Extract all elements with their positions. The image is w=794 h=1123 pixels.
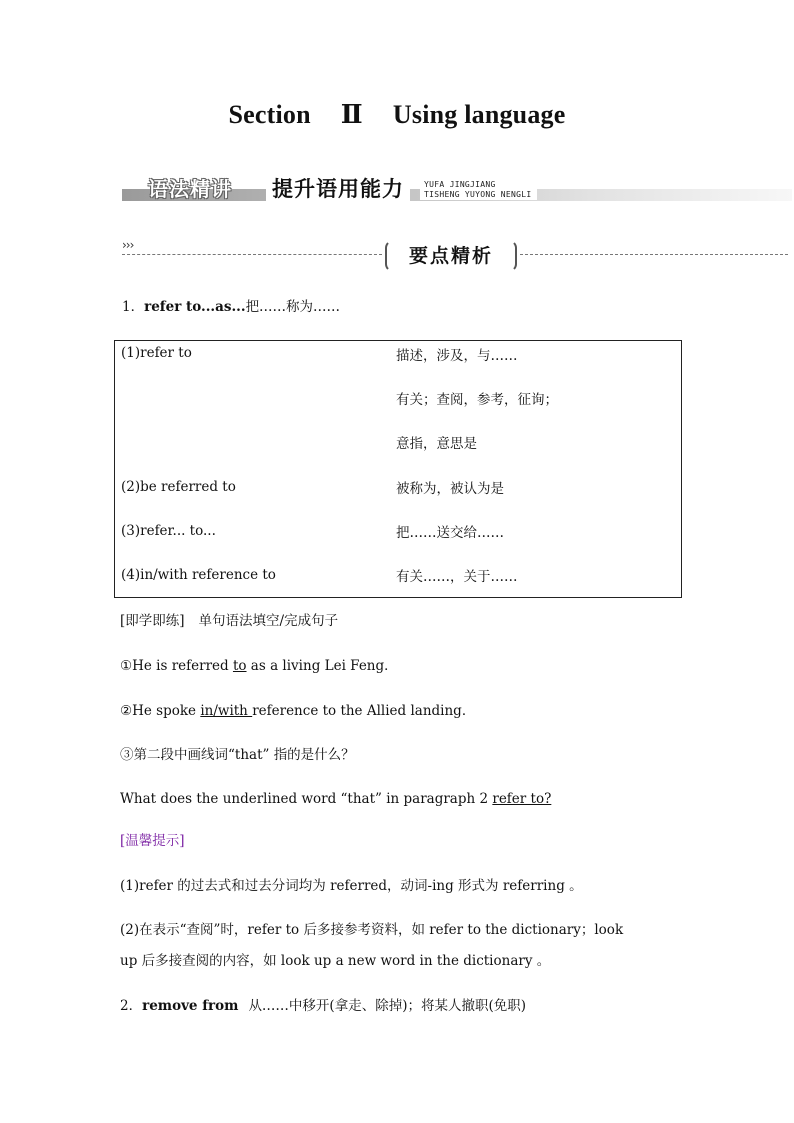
practice-sentence-2 <box>120 702 475 720</box>
item1-meaning: 把……称为…… <box>245 299 341 315</box>
item2-number: 2． <box>120 998 143 1014</box>
practice-sentence-3: ③第二段中画线词“that” 指的是什么？ <box>120 747 355 763</box>
section-label: 要点精析 <box>385 240 517 272</box>
sentence-text: reference to the Allied landing． <box>252 703 476 719</box>
banner-tag: 语法精讲 <box>148 177 232 201</box>
table-cell-left: (4)in/with reference to <box>121 567 276 583</box>
item1-phrase: refer to...as... <box>144 299 246 315</box>
table-cell-right: 有关……，关于…… <box>396 569 518 585</box>
sentence-text: as a living Lei Feng． <box>246 658 398 674</box>
page-title <box>0 100 794 130</box>
table-cell-right: 把……送交给…… <box>396 525 504 541</box>
title-section: Section <box>228 100 311 129</box>
answer-blank: to <box>232 658 247 674</box>
item2-heading <box>120 997 526 1015</box>
divider-line-left <box>122 254 382 255</box>
table-cell-right: 有关；查阅，参考，征询； <box>396 392 558 408</box>
divider-line-right <box>520 254 788 255</box>
table-cell-left: (1)refer to <box>121 345 192 361</box>
banner-title: 提升语用能力 <box>266 175 410 203</box>
table-cell-right: 被称为，被认为是 <box>396 481 504 497</box>
item2-meaning: 从……中移开(拿走、除掉)；将某人撤职(免职) <box>248 998 527 1014</box>
table-cell-right: 意指，意思是 <box>396 436 477 452</box>
sentence-text: What does the underlined word “that” in paragraph 2 <box>120 791 493 807</box>
sentence-text: ①He is referred <box>120 658 233 674</box>
banner-pinyin <box>420 180 537 200</box>
title-topic: Using language <box>392 100 566 129</box>
title-numeral: Ⅱ <box>340 100 363 129</box>
table-cell-right: 描述，涉及，与…… <box>396 348 518 364</box>
practice-heading <box>120 612 338 630</box>
tip-1: (1)refer 的过去式和过去分词均为 referred，动词-ing 形式为 referring 。 <box>120 878 583 894</box>
answer-blank: in/with <box>200 703 253 719</box>
chevron-icon: ››› <box>122 238 134 252</box>
practice-sentence-4 <box>120 790 551 808</box>
banner-pinyin-line1: YUFA JINGJIANG <box>424 180 496 189</box>
tip-2-line1: (2)在表示“查阅”时，refer to 后多接参考资料，如 refer to the dictionary；look <box>120 922 624 938</box>
table-cell-left: (2)be referred to <box>121 479 236 495</box>
meaning-table <box>114 340 682 598</box>
answer-blank: refer to? <box>492 791 552 807</box>
practice-sentence-1 <box>120 657 398 675</box>
item1-number: 1． <box>122 299 145 315</box>
sentence-text: ②He spoke <box>120 703 201 719</box>
banner-pinyin-line2: TISHENG YUYONG NENGLI <box>424 190 532 199</box>
item1-heading <box>122 298 340 316</box>
table-cell-left: (3)refer... to... <box>121 523 216 539</box>
item2-phrase: remove from <box>142 998 239 1014</box>
practice-instruction: 单句语法填空/完成句子 <box>198 613 339 629</box>
practice-label: [即学即练] <box>120 613 185 629</box>
tips-label: [温馨提示] <box>120 833 185 849</box>
tip-2-line2: up 后多接查阅的内容，如 look up a new word in the dictionary 。 <box>120 953 551 969</box>
